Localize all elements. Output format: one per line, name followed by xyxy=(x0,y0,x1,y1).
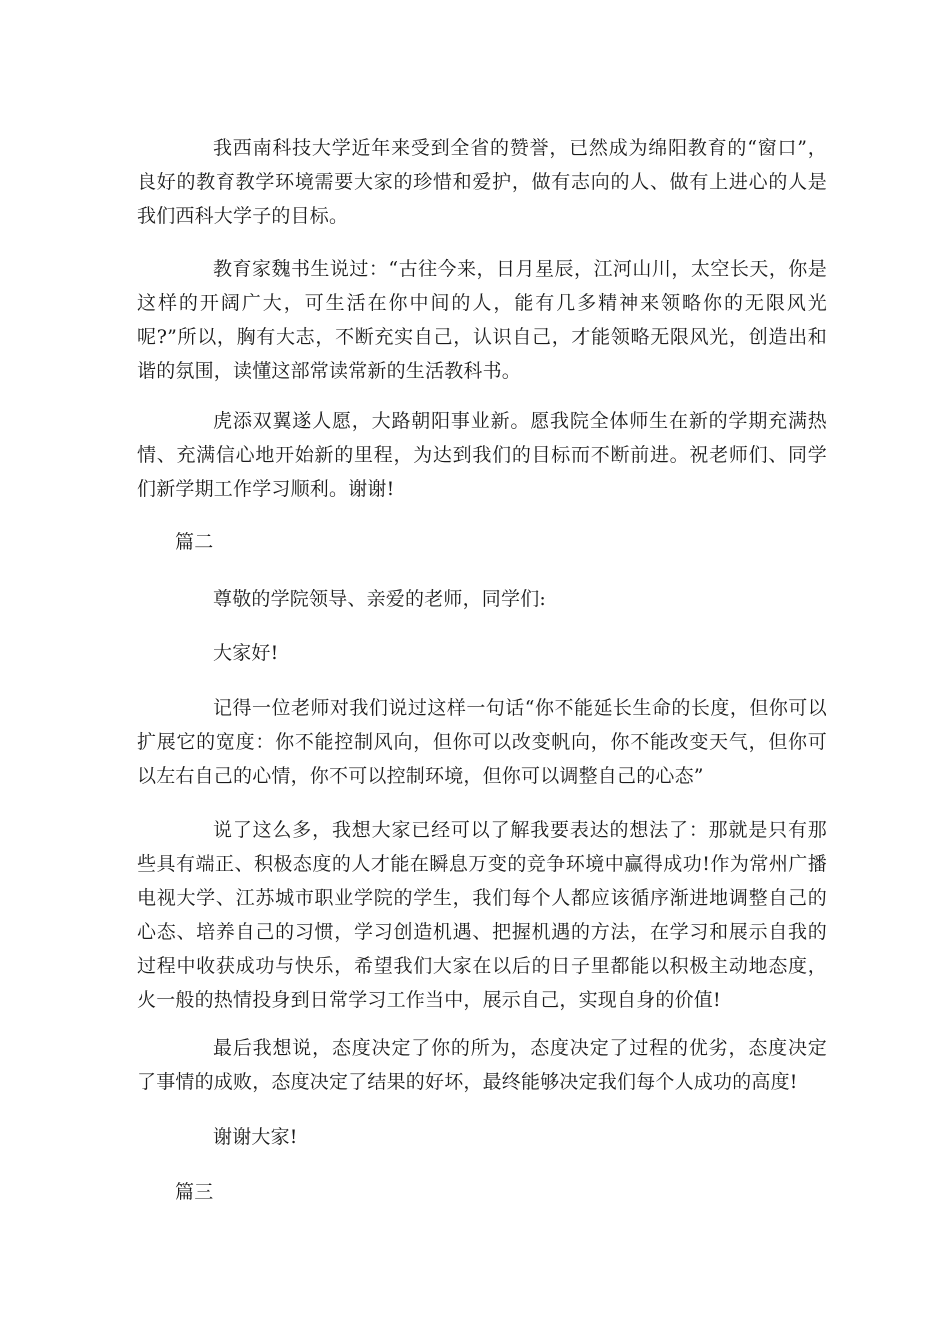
paragraph-attitude-decides: 最后我想说，态度决定了你的所为，态度决定了过程的优劣，态度决定了事情的成败，态度决定了结果的好坏，最终能够决定我们每个人成功的高度! xyxy=(137,1037,827,1093)
paragraph-swust-window: 我西南科技大学近年来受到全省的赞誉，已然成为绵阳教育的“窗口”，良好的教育教学环境需要大家的珍惜和爱护，做有志向的人、做有上进心的人是我们西科大学子的目标。 xyxy=(137,137,827,227)
paragraph-greeting: 大家好! xyxy=(213,642,279,664)
paragraph-attitude-success: 说了这么多，我想大家已经可以了解我要表达的想法了：那就是只有那些具有端正、积极态度的人才能在瞬息万变的竞争环境中赢得成功!作为常州广播电视大学、江苏城市职业学院的学生，我们每个人都应该循序渐进地调整自己的心态、培养自己的习惯，学习创造机遇、把握机遇的方法，在学习和展示自我的过程中收获成功与快乐，希望我们大家在以后的日子里都能以积极主动地态度，火一般的热情投身到日常学习工作当中，展示自己，实现自身的价值! xyxy=(137,819,827,1011)
paragraph-new-semester-wishes: 虎添双翼遂人愿，大路朝阳事业新。愿我院全体师生在新的学期充满热情、充满信心地开始新的里程，为达到我们的目标而不断前进。祝老师们、同学们新学期工作学习顺利。谢谢! xyxy=(137,410,827,500)
paragraph-salutation: 尊敬的学院领导、亲爱的老师，同学们: xyxy=(213,588,547,610)
paragraph-thanks: 谢谢大家! xyxy=(213,1126,298,1148)
paragraph-teacher-quote: 记得一位老师对我们说过这样一句话“你不能延长生命的长度，但你可以扩展它的宽度：你不能控制风向，但你可以改变帆向，你不能改变天气，但你可以左右自己的心情，你不可以控制环境，但你可以调整自己的心态” xyxy=(137,697,827,787)
section-heading-part-three: 篇三 xyxy=(175,1181,214,1203)
paragraph-wei-shusheng-quote: 教育家魏书生说过：“古往今来，日月星辰，江河山川，太空长天，你是这样的开阔广大，可生活在你中间的人，能有几多精神来领略你的无限风光呢?”所以，胸有大志，不断充实自己，认识自己，才能领略无限风光，创造出和谐的氛围，读懂这部常读常新的生活教科书。 xyxy=(137,258,827,382)
section-heading-part-two: 篇二 xyxy=(175,531,214,553)
